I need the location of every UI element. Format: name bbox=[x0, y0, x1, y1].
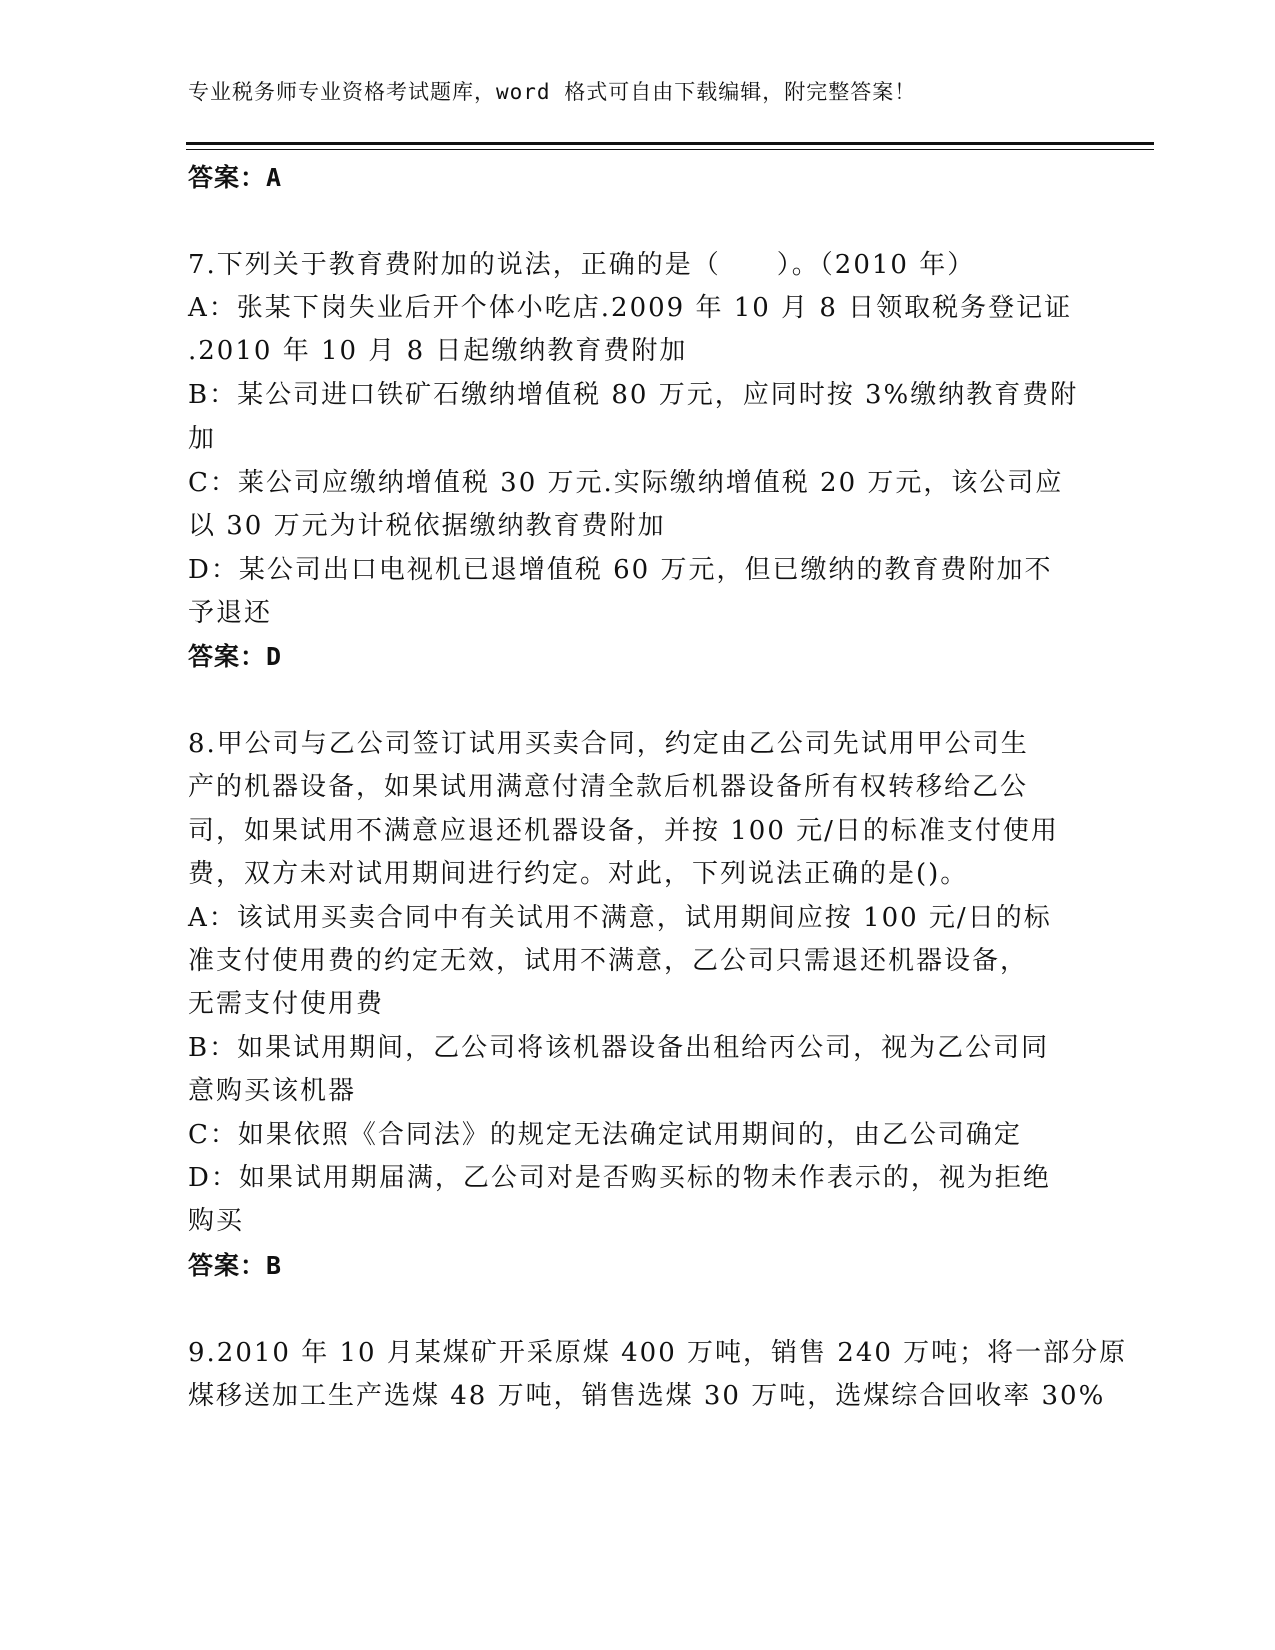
q7-option-b-line2: 加 bbox=[188, 424, 217, 454]
answer-previous: 答案：A bbox=[188, 163, 283, 192]
q7-option-c-line2: 以 30 万元为计税依据缴纳教育费附加 bbox=[188, 511, 666, 541]
q8-option-d-line2: 购买 bbox=[188, 1206, 245, 1236]
q8-option-a-line2: 准支付使用费的约定无效，试用不满意，乙公司只需退还机器设备， bbox=[188, 946, 1029, 976]
q8-stem-line3: 司，如果试用不满意应退还机器设备，并按 100 元/日的标准支付使用 bbox=[188, 816, 1059, 846]
page-header: 专业税务师专业资格考试题库，word 格式可自由下载编辑，附完整答案！ bbox=[188, 80, 917, 104]
q8-option-b-line1: B：如果试用期间，乙公司将该机器设备出租给丙公司，视为乙公司同 bbox=[188, 1033, 1050, 1063]
q8-answer: 答案：B bbox=[188, 1251, 283, 1280]
q7-option-b-line1: B：某公司进口铁矿石缴纳增值税 80 万元，应同时按 3%缴纳教育费附 bbox=[188, 380, 1079, 410]
q8-option-b-line2: 意购买该机器 bbox=[188, 1076, 357, 1106]
q9-stem-line1: 9.2010 年 10 月某煤矿开采原煤 400 万吨，销售 240 万吨；将一部分原 bbox=[188, 1338, 1128, 1368]
q8-stem-line1: 8.甲公司与乙公司签订试用买卖合同，约定由乙公司先试用甲公司生 bbox=[188, 729, 1029, 759]
q7-option-c-line1: C：莱公司应缴纳增值税 30 万元.实际缴纳增值税 20 万元，该公司应 bbox=[188, 468, 1064, 498]
q7-option-a-line1: A：张某下岗失业后开个体小吃店.2009 年 10 月 8 日领取税务登记证 bbox=[188, 293, 1073, 323]
q8-option-c-line1: C：如果依照《合同法》的规定无法确定试用期间的，由乙公司确定 bbox=[188, 1120, 1022, 1150]
q7-option-d-line1: D：某公司出口电视机已退增值税 60 万元，但已缴纳的教育费附加不 bbox=[188, 555, 1053, 585]
q8-option-d-line1: D：如果试用期届满，乙公司对是否购买标的物未作表示的，视为拒绝 bbox=[188, 1163, 1051, 1193]
q9-stem-line2: 煤移送加工生产选煤 48 万吨，销售选煤 30 万吨，选煤综合回收率 30% bbox=[188, 1381, 1106, 1411]
q8-option-a-line3: 无需支付使用费 bbox=[188, 989, 385, 1019]
header-rule-thick bbox=[186, 142, 1154, 145]
q7-option-a-line2: .2010 年 10 月 8 日起缴纳教育费附加 bbox=[188, 336, 688, 366]
q7-option-d-line2: 予退还 bbox=[188, 598, 273, 628]
header-rule-thin bbox=[186, 149, 1154, 150]
q7-stem: 7.下列关于教育费附加的说法，正确的是（ ）。（2010 年） bbox=[188, 250, 976, 280]
q8-stem-line4: 费，双方未对试用期间进行约定。对此，下列说法正确的是()。 bbox=[188, 859, 969, 889]
q8-stem-line2: 产的机器设备，如果试用满意付清全款后机器设备所有权转移给乙公 bbox=[188, 772, 1029, 802]
q7-answer: 答案：D bbox=[188, 642, 283, 671]
q8-option-a-line1: A：该试用买卖合同中有关试用不满意，试用期间应按 100 元/日的标 bbox=[188, 903, 1052, 933]
